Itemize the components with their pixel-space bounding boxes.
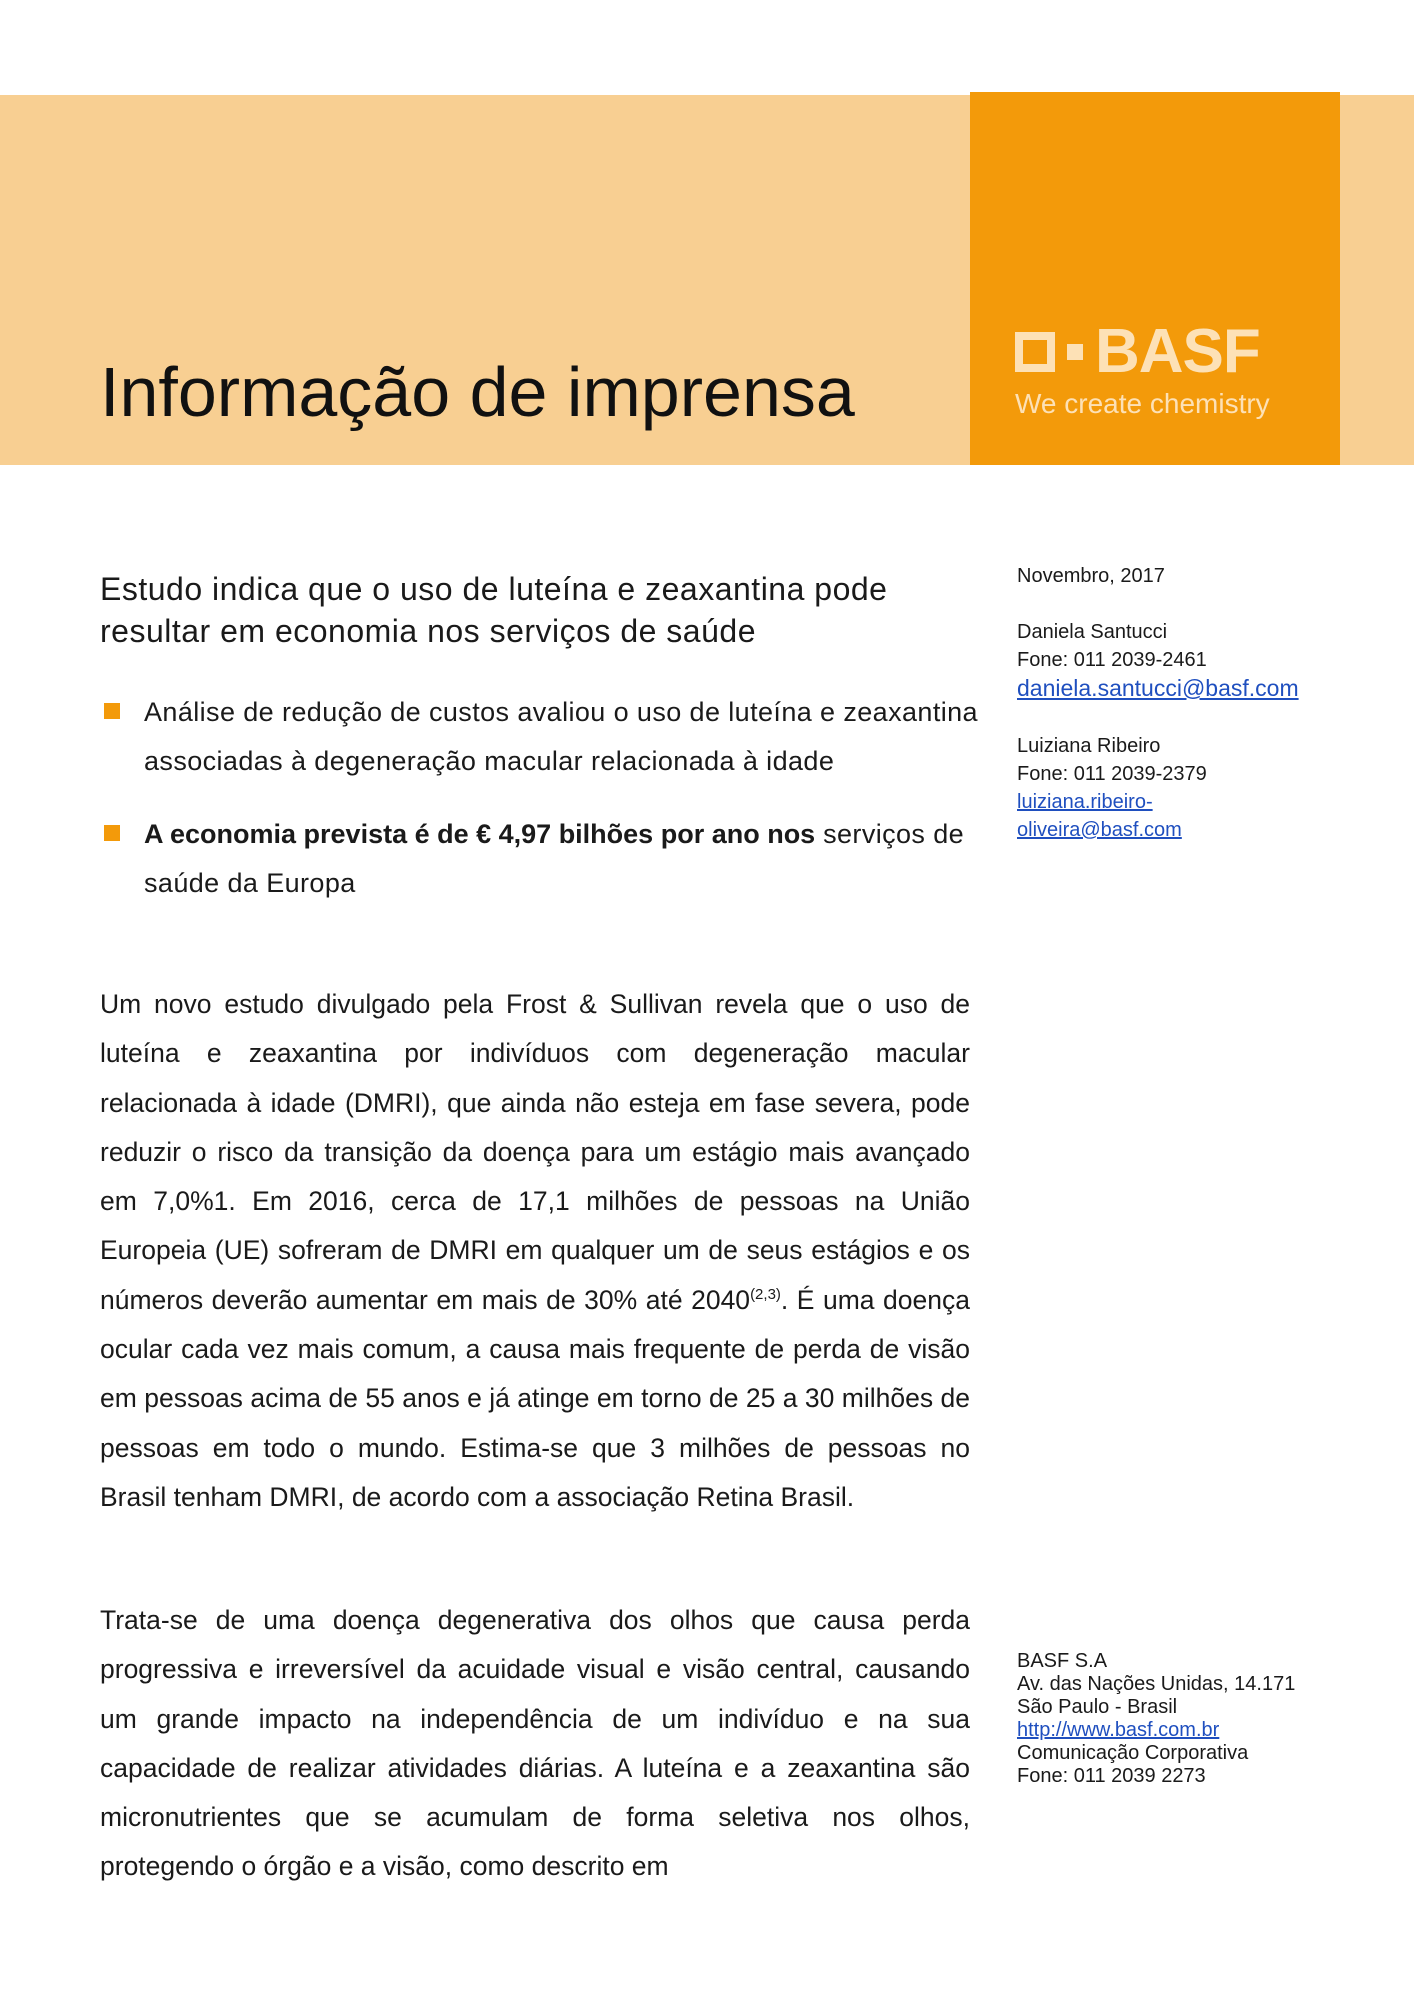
contact-name: Luiziana Ribeiro [1017,735,1161,757]
company-footer [1017,1650,1347,1788]
company-dept: Comunicação Corporativa [1017,1742,1249,1764]
list-item [100,688,980,786]
contact-email-link-cont[interactable]: oliveira@basf.com [1017,819,1182,841]
footnote-ref: (2,3) [750,1285,781,1303]
release-date: Novembro, 2017 [1017,565,1165,587]
logo-text: BASF [1095,317,1260,386]
contact-name: Daniela Santucci [1017,621,1168,643]
company-address: Av. das Nações Unidas, 14.171 [1017,1673,1296,1695]
contact-card [1017,618,1337,704]
contact-phone: Fone: 011 2039-2379 [1017,763,1207,785]
paragraph-text: Um novo estudo divulgado pela Frost & Sullivan revela que o uso de luteína e zeaxantina por indivíduos com degeneração macular relacionada à idade (DMRI), que ainda não esteja em fase severa, pode reduzir o risco da transição da doença para um estágio mais avançado em 7,0%1. Em 2016, cerca de 17,1 milhões de pessoas na União Europeia (UE) sofreram de DMRI em qualquer um de seus estágios e os números deverão aumentar em mais de 30% até 2040 [100,989,970,1315]
website-link[interactable]: http://www.basf.com.br [1017,1719,1220,1741]
logo-square-icon [1015,332,1055,372]
contact-phone: Fone: 011 2039-2461 [1017,649,1207,671]
logo-dot-icon [1067,344,1083,360]
article-subtitle: Estudo indica que o uso de luteína e zeaxantina pode resultar em economia nos serviços de saúde [100,571,888,649]
highlight-list [100,688,980,932]
contact-email-link[interactable]: daniela.santucci@basf.com [1017,675,1299,701]
company-city: São Paulo - Brasil [1017,1696,1178,1718]
company-phone: Fone: 011 2039 2273 [1017,1765,1206,1787]
list-item [100,810,980,908]
bullet-square-icon [104,825,120,841]
bullet-text: Análise de redução de custos avaliou o uso de luteína e zeaxantina associadas à degeneração macular relacionada à idade [144,697,978,776]
body-paragraph-2: Trata-se de uma doença degenerativa dos olhos que causa perda progressiva e irreversível da acuidade visual e visão central, causando um grande impacto na independência de um indivíduo e na sua capacidade de realizar atividades diárias. A luteína e a zeaxantina são micronutrientes que se acumulam de forma seletiva nos olhos, protegendo o órgão e a visão, como descrito em [100,1605,970,1882]
brand-box [970,92,1340,465]
basf-logo [1015,317,1260,386]
tagline: We create chemistry [1015,388,1270,419]
page-title: Informação de imprensa [100,353,855,431]
bullet-bold-text: A economia prevista é de € 4,97 bilhões por ano nos [144,819,816,849]
contact-email-link[interactable]: luiziana.ribeiro- [1017,791,1153,813]
company-name: BASF S.A [1017,1650,1108,1672]
body-paragraph-1 [100,980,970,1522]
bullet-square-icon [104,703,120,719]
bullet-text: serviços de saúde da Europa [144,819,965,898]
paragraph-text: . É uma doença ocular cada vez mais comum, a causa mais frequente de perda de visão em pessoas acima de 55 anos e já atinge em torno de 25 a 30 milhões de pessoas em todo o mundo. Estima-se que 3 milhões de pessoas no Brasil tenham DMRI, de acordo com a associação Retina Brasil. [100,1284,970,1512]
contact-card [1017,732,1337,844]
